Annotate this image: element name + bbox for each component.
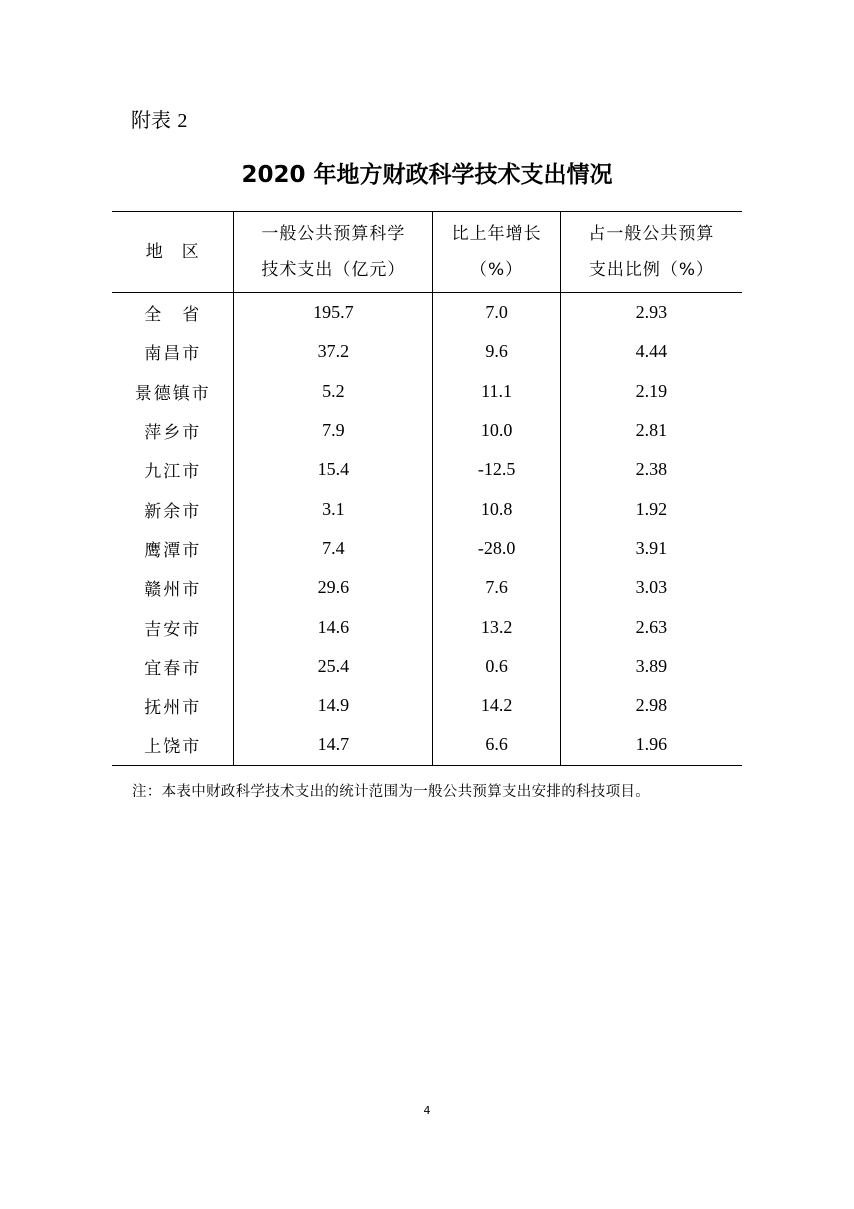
cell-spending: 5.2 (234, 372, 433, 411)
cell-region: 萍乡市 (144, 423, 202, 444)
cell-growth: 7.0 (433, 293, 561, 333)
cell-growth: 10.8 (433, 489, 561, 528)
cell-share: 4.44 (560, 332, 742, 371)
cell-growth: -28.0 (433, 529, 561, 568)
cell-share: 3.91 (560, 529, 742, 568)
header-spending-line1: 一般公共预算科学 (261, 224, 406, 244)
appendix-label-number: 2 (177, 110, 188, 132)
cell-region: 南昌市 (144, 344, 202, 365)
header-growth-line1: 比上年增长 (451, 224, 542, 244)
cell-share: 2.19 (560, 372, 742, 411)
cell-share: 2.93 (560, 293, 742, 333)
cell-spending: 3.1 (234, 489, 433, 528)
cell-share: 1.96 (560, 725, 742, 765)
cell-region: 鹰潭市 (144, 540, 202, 561)
cell-share: 2.81 (560, 411, 742, 450)
document-title: 2020 年地方财政科学技术支出情况 (241, 162, 613, 188)
cell-growth: 6.6 (433, 725, 561, 765)
cell-spending: 15.4 (234, 450, 433, 489)
table-row (112, 372, 742, 411)
spending-table (112, 211, 742, 766)
cell-growth: 11.1 (433, 372, 561, 411)
appendix-label-prefix: 附表 (131, 108, 171, 132)
cell-growth: 13.2 (433, 607, 561, 646)
table-row (112, 686, 742, 725)
cell-region: 宜春市 (144, 658, 202, 679)
page-number: 4 (423, 1104, 431, 1117)
table-row (112, 529, 742, 568)
cell-region: 赣州市 (144, 580, 202, 601)
table-row (112, 411, 742, 450)
header-share (560, 212, 742, 293)
header-share-line1: 占一般公共预算 (588, 224, 715, 244)
cell-share: 2.38 (560, 450, 742, 489)
cell-region: 抚州市 (144, 698, 202, 719)
cell-spending: 29.6 (234, 568, 433, 607)
cell-share: 2.98 (560, 686, 742, 725)
header-growth-line2: （%） (470, 260, 524, 280)
cell-region: 新余市 (144, 501, 202, 522)
table-header-row (112, 212, 742, 293)
cell-growth: 9.6 (433, 332, 561, 371)
cell-growth: 10.0 (433, 411, 561, 450)
cell-growth: 14.2 (433, 686, 561, 725)
table-row (112, 293, 742, 333)
cell-share: 2.63 (560, 607, 742, 646)
cell-growth: 7.6 (433, 568, 561, 607)
header-region (112, 212, 234, 293)
header-spending-line2: 技术支出（亿元） (261, 260, 406, 280)
header-share-line2: 支出比例（%） (588, 260, 714, 280)
table-note: 注：本表中财政科学技术支出的统计范围为一般公共预算支出安排的科技项目。 (132, 784, 650, 800)
cell-growth: -12.5 (433, 450, 561, 489)
cell-region: 全 省 (144, 305, 202, 326)
table-row (112, 450, 742, 489)
header-spending (234, 212, 433, 293)
table-row (112, 332, 742, 371)
header-growth (433, 212, 561, 293)
appendix-label (131, 104, 187, 133)
table-row (112, 647, 742, 686)
cell-region: 景德镇市 (134, 383, 211, 404)
cell-spending: 195.7 (234, 293, 433, 333)
cell-spending: 14.9 (234, 686, 433, 725)
cell-region: 九江市 (144, 462, 202, 483)
table-row (112, 568, 742, 607)
cell-growth: 0.6 (433, 647, 561, 686)
cell-spending: 7.9 (234, 411, 433, 450)
cell-spending: 7.4 (234, 529, 433, 568)
cell-share: 1.92 (560, 489, 742, 528)
table-row (112, 607, 742, 646)
table-body (112, 293, 742, 766)
table-row (112, 489, 742, 528)
cell-spending: 37.2 (234, 332, 433, 371)
cell-share: 3.03 (560, 568, 742, 607)
cell-region: 吉安市 (144, 619, 202, 640)
cell-spending: 14.6 (234, 607, 433, 646)
header-region-text: 地 区 (145, 242, 200, 262)
cell-spending: 25.4 (234, 647, 433, 686)
cell-share: 3.89 (560, 647, 742, 686)
cell-region: 上饶市 (112, 725, 234, 765)
cell-spending: 14.7 (234, 725, 433, 765)
table-row (112, 725, 742, 765)
